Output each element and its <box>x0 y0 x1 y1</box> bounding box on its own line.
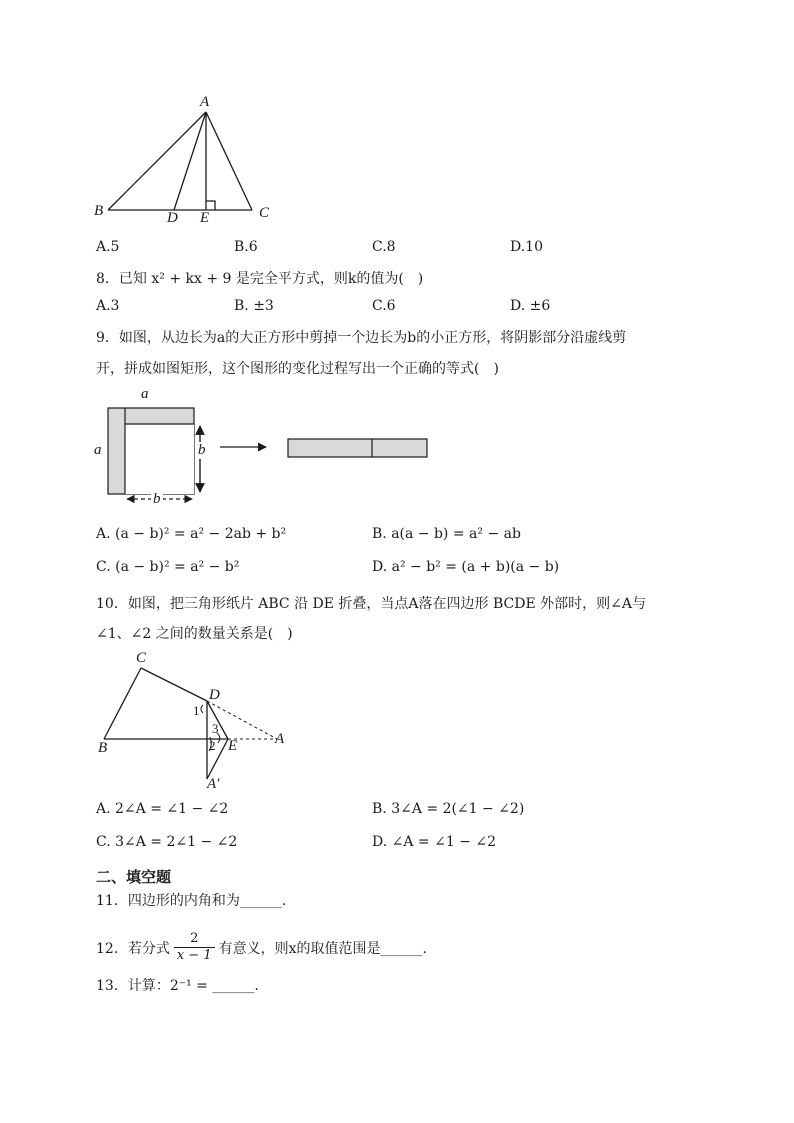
q7-option-a: A.5 <box>96 239 120 255</box>
segment-cd <box>141 668 207 701</box>
section-heading-fill-in: 二、填空题 <box>96 868 172 886</box>
segment-ab <box>108 112 206 210</box>
segment-ad <box>174 112 206 210</box>
q9-option-a: A. (a − b)² = a² − 2ab + b² <box>96 526 287 542</box>
label-a: A <box>275 731 285 747</box>
label-b-right: b <box>198 442 206 458</box>
q10-option-d: D. ∠A = ∠1 − ∠2 <box>372 834 497 850</box>
q11-text: 11．四边形的内角和为______. <box>96 893 287 909</box>
segment-ac <box>206 112 252 210</box>
q12-denominator: x − 1 <box>174 947 215 964</box>
label-d: D <box>209 687 220 703</box>
label-a: A <box>200 94 210 110</box>
label-c: C <box>136 650 147 666</box>
q12-fraction <box>174 931 215 964</box>
figure-squares <box>0 380 794 510</box>
q10-option-c: C. 3∠A = 2∠1 − ∠2 <box>96 834 238 850</box>
q12-line <box>96 931 427 964</box>
label-angle-1: 1 <box>193 703 200 718</box>
label-e: E <box>200 210 210 226</box>
label-angle-2: 2 <box>209 738 216 753</box>
q7-option-b: B.6 <box>234 239 258 255</box>
label-b-bottom: b <box>153 491 161 507</box>
q8-option-c: C.6 <box>372 298 396 314</box>
q10-stem-line2: ∠1、∠2 之间的数量关系是( ) <box>96 626 293 642</box>
q9-stem-line2: 开，拼成如图矩形，这个图形的变化过程写出一个正确的等式( ) <box>96 361 499 377</box>
q8-option-a: A.3 <box>96 298 120 314</box>
segment-bc <box>104 668 141 739</box>
q10-option-b: B. 3∠A = 2(∠1 − ∠2) <box>372 801 525 817</box>
label-d: D <box>167 210 178 226</box>
label-e: E <box>228 738 238 754</box>
label-c: C <box>259 205 270 221</box>
q8-option-b: B. ±3 <box>234 298 274 314</box>
q9-option-c: C. (a − b)² = a² − b² <box>96 559 240 575</box>
label-angle-3: 3 <box>212 721 219 736</box>
q10-stem-line1: 10．如图，把三角形纸片 ABC 沿 DE 折叠，当点A落在四边形 BCDE 外部时，则∠A与 <box>96 596 646 612</box>
right-angle-mark <box>206 201 215 210</box>
q7-option-c: C.8 <box>372 239 396 255</box>
q7-option-d: D.10 <box>510 239 543 255</box>
squares-diagram <box>0 380 794 510</box>
q9-stem-line1: 9．如图，从边长为a的大正方形中剪掉一个边长为b的小正方形，将阴影部分沿虚线剪 <box>96 330 627 346</box>
label-b: B <box>98 740 108 756</box>
q12-prefix: 12．若分式 <box>96 940 170 957</box>
q8-stem: 8．已知 x² + kx + 9 是完全平方式，则k的值为( ) <box>96 271 424 287</box>
label-a-top: a <box>141 386 149 402</box>
label-a-prime: A′ <box>207 776 220 792</box>
angle-1-arc <box>201 705 203 713</box>
q8-option-d: D. ±6 <box>510 298 551 314</box>
label-b: B <box>94 203 104 219</box>
small-square <box>125 424 194 494</box>
result-rectangle <box>288 439 427 457</box>
q9-option-d: D. a² − b² = (a + b)(a − b) <box>372 559 560 575</box>
fold-diagram <box>0 645 794 795</box>
label-a-left: a <box>94 442 102 458</box>
q10-option-a: A. 2∠A = ∠1 − ∠2 <box>96 801 229 817</box>
triangle-abc-diagram <box>0 0 794 240</box>
q12-numerator: 2 <box>190 931 199 946</box>
figure-fold <box>0 645 794 795</box>
q13-text: 13．计算：2⁻¹ = ______. <box>96 978 259 994</box>
q12-suffix: 有意义，则x的取值范围是______. <box>218 940 427 957</box>
figure-triangle-abc <box>0 0 794 240</box>
q9-option-b: B. a(a − b) = a² − ab <box>372 526 521 542</box>
